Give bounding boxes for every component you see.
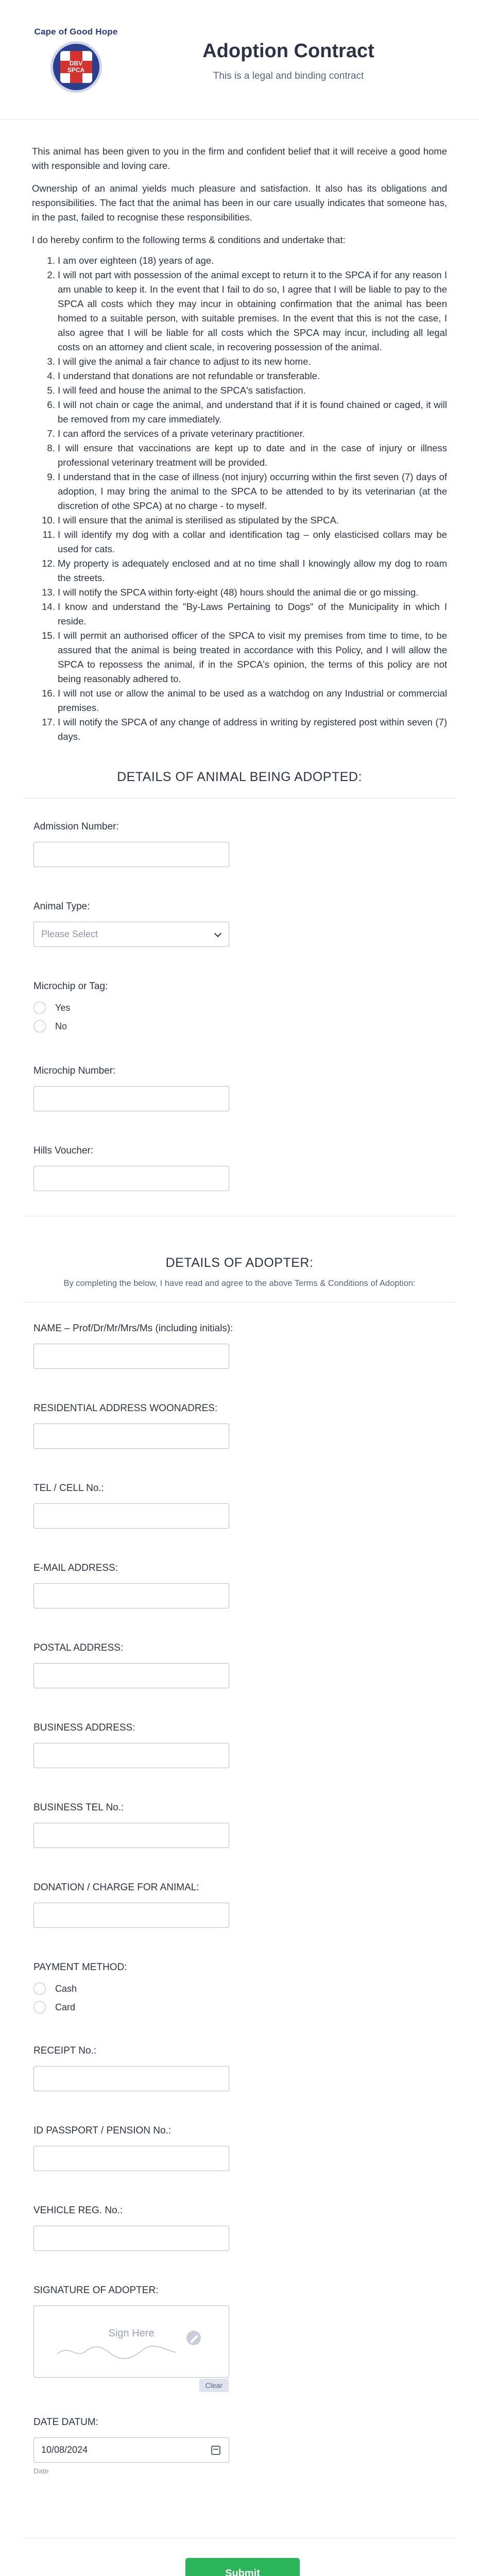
name-field xyxy=(0,1323,479,1369)
hills-voucher-field xyxy=(0,1145,479,1191)
radio-circle-icon[interactable] xyxy=(33,1002,46,1014)
term-item: 3. I will give the animal a fair chance to adjust to its new home. xyxy=(58,354,447,369)
form-title: Adoption Contract xyxy=(202,40,374,62)
receipt-field xyxy=(0,2045,479,2091)
residential-address-field xyxy=(0,1403,479,1449)
tel-input[interactable] xyxy=(33,1503,229,1529)
payment-method-label: PAYMENT METHOD: xyxy=(33,1962,127,1973)
submit-area xyxy=(23,2538,456,2576)
postal-address-label: POSTAL ADDRESS: xyxy=(33,1642,124,1653)
adopter-section-subtitle: By completing the below, I have read and agree to the above Terms & Conditions of Adoption: xyxy=(63,1279,416,1288)
animal-type-label: Animal Type: xyxy=(33,901,90,912)
term-item: 5. I will feed and house the animal to the SPCA's satisfaction. xyxy=(58,383,447,398)
microchip-no-option[interactable] xyxy=(33,1020,446,1032)
term-item: 1. I am over eighteen (18) years of age. xyxy=(58,253,447,268)
signature-placeholder: Sign Here xyxy=(108,2328,155,2339)
business-tel-input[interactable] xyxy=(33,1823,229,1848)
residential-address-label: RESIDENTIAL ADDRESS WOONADRES: xyxy=(33,1403,218,1414)
id-passport-field xyxy=(0,2125,479,2171)
payment-card-option[interactable] xyxy=(33,2001,446,2013)
calendar-icon[interactable] xyxy=(211,2446,220,2455)
animal-type-select[interactable] xyxy=(33,922,229,947)
term-item: 6. I will not chain or cage the animal, and understand that if it is found chained or caged, it will be removed from my care immediately. xyxy=(58,398,447,427)
animal-section-title: DETAILS OF ANIMAL BEING ADOPTED: xyxy=(117,770,362,784)
microchip-number-field xyxy=(0,1065,479,1111)
name-label: NAME – Prof/Dr/Mr/Mrs/Ms (including initials): xyxy=(33,1323,233,1334)
date-input[interactable] xyxy=(33,2437,229,2463)
intro-paragraph-2: Ownership of an animal yields much pleasure and satisfaction. It also has its obligations and responsibilities. The fact that the animal has been in our care usually indicates that someone has, in the past, failed to recognise these responsibilities. xyxy=(32,183,447,223)
donation-input[interactable] xyxy=(33,1903,229,1928)
microchip-number-label: Microchip Number: xyxy=(33,1065,116,1076)
animal-section-header xyxy=(23,744,456,799)
residential-address-input[interactable] xyxy=(33,1423,229,1449)
vehicle-reg-input[interactable] xyxy=(33,2226,229,2251)
tel-label: TEL / CELL No.: xyxy=(33,1483,104,1494)
logo-badge-line2: SPCA xyxy=(67,66,85,74)
email-field xyxy=(0,1563,479,1608)
id-passport-label: ID PASSPORT / PENSION No.: xyxy=(33,2125,172,2136)
email-input[interactable] xyxy=(33,1583,229,1608)
term-item: 4. I understand that donations are not refundable or transferable. xyxy=(58,369,447,383)
date-value: 10/08/2024 xyxy=(41,2445,88,2455)
receipt-label: RECEIPT No.: xyxy=(33,2045,97,2056)
radio-circle-icon[interactable] xyxy=(33,1982,46,1995)
microchip-number-input[interactable] xyxy=(33,1086,229,1111)
term-item: 14. I know and understand the "By-Laws Pertaining to Dogs" of the Municipality in which I reside. xyxy=(58,600,447,629)
date-label: DATE DATUM: xyxy=(33,2417,98,2428)
admission-number-label: Admission Number: xyxy=(33,821,119,832)
email-label: E-MAIL ADDRESS: xyxy=(33,1563,118,1573)
vehicle-reg-field xyxy=(0,2205,479,2251)
hills-voucher-input[interactable] xyxy=(33,1166,229,1191)
business-address-input[interactable] xyxy=(33,1743,229,1768)
adopter-section-title: DETAILS OF ADOPTER: xyxy=(165,1256,314,1270)
donation-field xyxy=(0,1882,479,1928)
id-passport-input[interactable] xyxy=(33,2146,229,2171)
term-item: 2. I will not part with possession of the animal except to return it to the SPCA if for any reason I am unable to keep it. In the event that I fail to do so, I agree that I will be liable to pay to the SPCA all costs which they may incur in obtaining confirmation that the animal has been homed to a suitable person, with suitable premises. In the event that this is not the case, I also agree that I will be liable for all costs which the SPCA may incur, including all legal costs on an attorney and client scale, in recovering possession of the animal. xyxy=(58,268,447,354)
term-item: 11. I will identify my dog with a collar and identification tag – only elasticised collars may be used for cats. xyxy=(58,528,447,556)
signature-label: SIGNATURE OF ADOPTER: xyxy=(33,2285,159,2296)
vehicle-reg-label: VEHICLE REG. No.: xyxy=(33,2205,123,2216)
payment-cash-option[interactable] xyxy=(33,1982,446,1995)
business-tel-label: BUSINESS TEL No.: xyxy=(33,1802,124,1813)
payment-method-field xyxy=(0,1962,479,2013)
admission-number-input[interactable] xyxy=(33,842,229,867)
admission-number-field xyxy=(0,821,479,867)
tel-field xyxy=(0,1483,479,1529)
microchip-yes-option[interactable] xyxy=(33,1002,446,1014)
term-item: 7. I can afford the services of a private veterinary practitioner. xyxy=(58,427,447,441)
signature-pad[interactable] xyxy=(33,2306,229,2389)
microchip-no-label: No xyxy=(55,1021,67,1031)
terms-list xyxy=(32,253,447,744)
payment-card-label: Card xyxy=(55,2002,76,2012)
business-address-label: BUSINESS ADDRESS: xyxy=(33,1722,135,1733)
term-item: 15. I will permit an authorised officer of the SPCA to visit my premises from time to time, to be assured that the animal is being treated in accordance with this Policy, and I will allow the SPCA to repossess the animal, if in the SPCA's opinion, the terms of this policy are not being reasonably adhered to. xyxy=(58,629,447,686)
form-header xyxy=(0,0,479,120)
business-address-field xyxy=(0,1722,479,1768)
postal-address-input[interactable] xyxy=(33,1663,229,1688)
radio-circle-icon[interactable] xyxy=(33,2001,46,2013)
form-subtitle: This is a legal and binding contract xyxy=(213,71,364,81)
spca-logo xyxy=(31,27,121,93)
receipt-input[interactable] xyxy=(33,2066,229,2091)
date-field xyxy=(0,2417,479,2475)
animal-type-field xyxy=(0,901,479,947)
clear-signature-button[interactable]: Clear xyxy=(199,2379,229,2392)
term-item: 13. I will notify the SPCA within forty-eight (48) hours should the animal die or go missing. xyxy=(58,585,447,600)
intro-paragraph-3: I do hereby confirm to the following terms & conditions and undertake that: xyxy=(32,234,346,245)
microchip-tag-label: Microchip or Tag: xyxy=(33,981,108,992)
logo-badge xyxy=(50,41,102,93)
microchip-tag-field xyxy=(0,981,479,1032)
term-item: 8. I will ensure that vaccinations are kept up to date and in the case of injury or illness professional veterinary treatment will be provided. xyxy=(58,441,447,470)
term-item: 9. I understand that in the case of illness (not injury) occurring within the first seven (7) days of adoption, I may bring the animal to the SPCA to be attended to by its veterinarian (at the discretion of othe SPCA) at no charge - to myself. xyxy=(58,470,447,513)
term-item: 17. I will notify the SPCA of any change of address in writing by registered post within seven (7) days. xyxy=(58,715,447,744)
intro-paragraph-1: This animal has been given to you in the firm and confident belief that it will receive a good home with responsible and loving care. xyxy=(32,146,447,171)
name-input[interactable] xyxy=(33,1344,229,1369)
term-item: 10. I will ensure that the animal is sterilised as stipulated by the SPCA. xyxy=(58,513,447,528)
signature-field xyxy=(0,2285,479,2389)
donation-label: DONATION / CHARGE FOR ANIMAL: xyxy=(33,1882,199,1893)
pen-icon xyxy=(183,2328,204,2348)
chevron-down-icon xyxy=(214,930,221,937)
logo-badge-line1: DBV xyxy=(69,60,83,67)
microchip-yes-label: Yes xyxy=(55,1002,71,1013)
animal-type-placeholder: Please Select xyxy=(41,929,98,939)
term-item: 16. I will not use or allow the animal to be used as a watchdog on any Industrial or commercial premises. xyxy=(58,686,447,715)
date-sublabel: Date xyxy=(33,2467,49,2475)
business-tel-field xyxy=(0,1802,479,1848)
logo-text: Cape of Good Hope xyxy=(34,27,118,37)
postal-address-field xyxy=(0,1642,479,1688)
submit-button[interactable]: Submit xyxy=(185,2558,300,2576)
adopter-section-header xyxy=(23,1216,456,1302)
payment-cash-label: Cash xyxy=(55,1983,77,1994)
contract-text xyxy=(0,120,479,744)
hills-voucher-label: Hills Voucher: xyxy=(33,1145,94,1156)
signature-scribble-icon xyxy=(55,2341,178,2362)
radio-circle-icon[interactable] xyxy=(33,1020,46,1032)
term-item: 12. My property is adequately enclosed and at no time shall I knowingly allow my dog to roam the streets. xyxy=(58,556,447,585)
